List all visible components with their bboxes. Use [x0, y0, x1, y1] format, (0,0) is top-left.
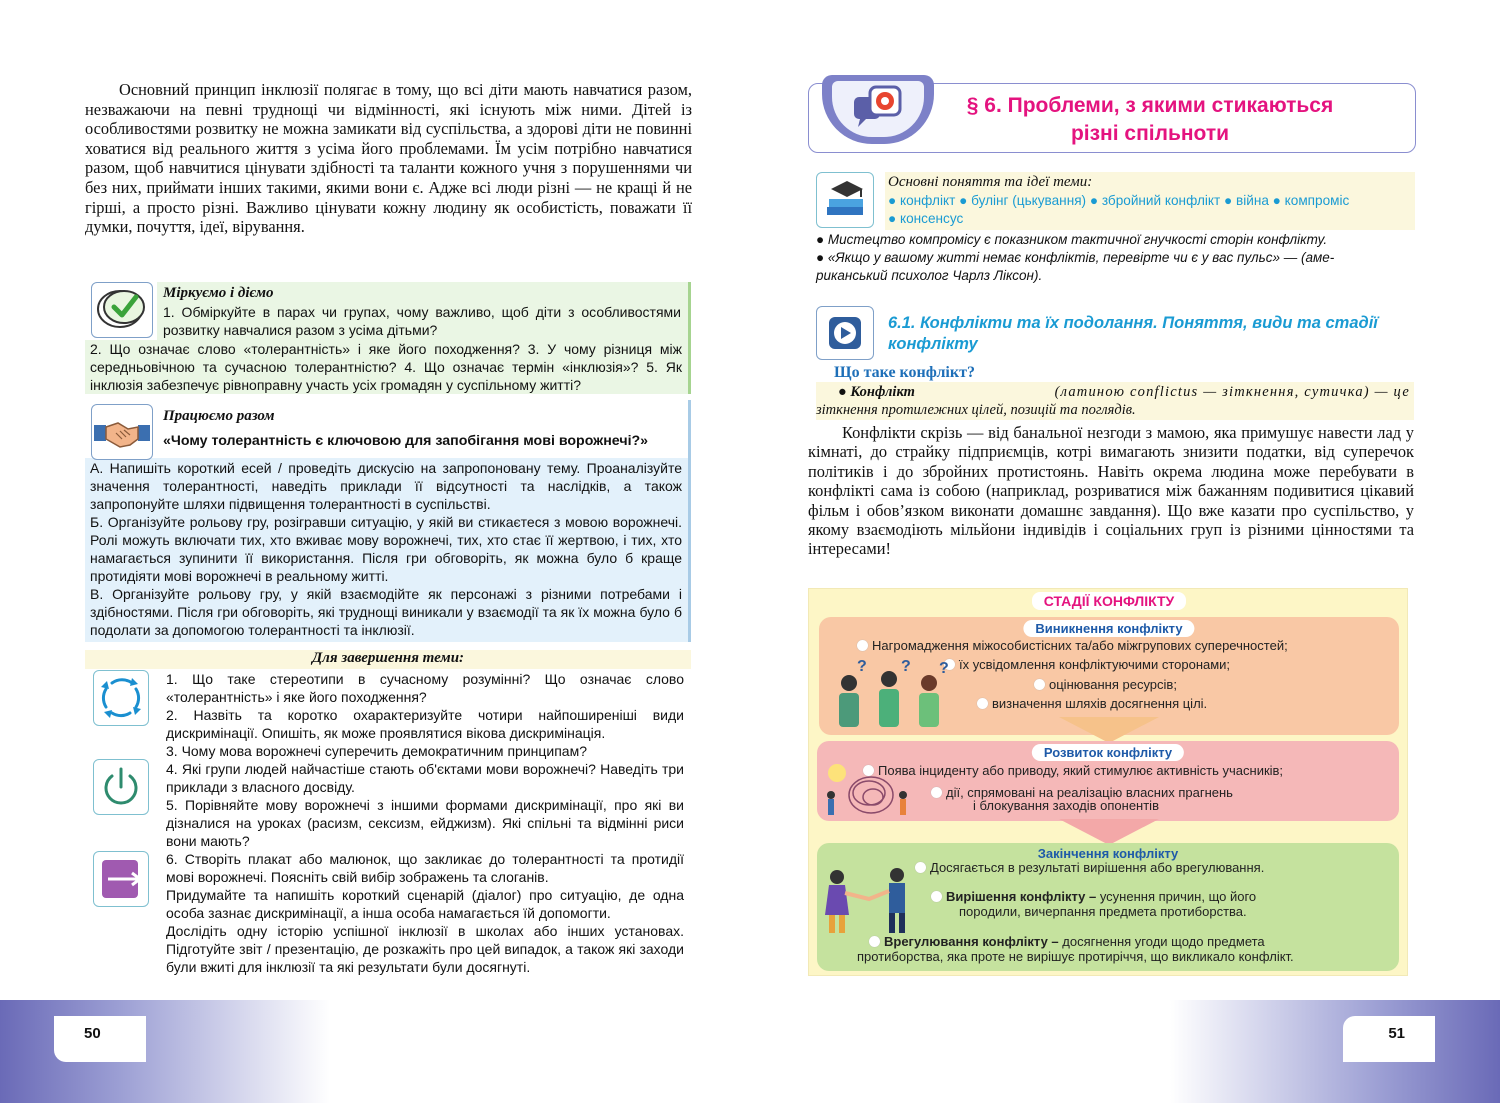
key-concepts-label: Основні поняття та ідеї теми: — [888, 174, 1093, 190]
definition-term: ● Конфлікт — [838, 384, 915, 400]
stage-completion-label: Закінчення конфлікту — [1037, 846, 1179, 861]
power-button-icon — [93, 759, 149, 815]
list-item: 3. Чому мова ворожнечі суперечить демократичним принципам? — [166, 743, 587, 759]
definition-text: зіткнення протилежних цілей, позицій та поглядів. — [816, 402, 1136, 418]
quote-compromise: ● Мистецтво компромісу є показником тактичної гнучкості сторін конфлікту. — [816, 232, 1328, 247]
list-item: 5. Порівняйте мову ворожнечі з іншими формами дискримінації, про які ви дізналися на уроках (расизм, сексизм, ейджизм). Які спільні та відмінні риси вони мають? — [166, 797, 684, 849]
key-concepts-box — [885, 172, 1415, 230]
topic-completion-title: Для завершення теми: — [311, 650, 465, 666]
tangled-thought-illustration — [823, 759, 913, 819]
stage-completion-resolution: Вирішення конфлікту – усунення причин, що його — [931, 889, 1256, 904]
stage-arrow-1 — [1059, 717, 1159, 743]
stage-development-item: і блокування заходів опонентів — [973, 798, 1159, 813]
svg-text:?: ? — [901, 658, 911, 675]
stage-emergence-item: оцінювання ресурсів; — [1034, 677, 1177, 692]
work-together-title: Працюємо разом — [163, 408, 275, 424]
stage-development-item: дії, спрямовані на реалізацію власних прагнень — [931, 785, 1233, 800]
work-together-box — [85, 400, 691, 642]
diagram-title: СТАДІЇ КОНФЛІКТУ — [1032, 592, 1187, 610]
stage-completion-settlement: Врегулювання конфлікту – досягнення угоди щодо предмета — [869, 934, 1265, 949]
stage-completion-settlement-line-2: протиборства, яка проте не вирішує протиріччя, що викликало конфлікт. — [857, 949, 1294, 964]
definition-origin: (латиною conflictus — зіткнення, сутичка) — це — [1054, 384, 1410, 400]
task-c: В. Організуйте рольову гру, у якій взаємодійте як персонажі з різними потребами і здібностями. Після гри обговоріть, які труднощі виникали у взаємодії та як їх можна було б подолати за допомогою толерантності та інклюзії. — [90, 586, 682, 638]
think-and-act-title: Міркуємо і діємо — [163, 285, 274, 301]
think-and-act-questions-2-5: 2. Що означає слово «толерантність» і яке його походження? 3. У чому різниця між середньовічною та сучасною толерантністю? 4. Що означає термін «інклюзія»? 5. Як інклюзія забезпечує рівноправну участь усіх громадян у суспільному житті? — [90, 341, 682, 393]
stage-arrow-2 — [1059, 819, 1159, 845]
chapter-title — [940, 92, 1360, 148]
conflict-paragraph: Конфлікти скрізь — від банальної незгоди з мамою, яка примушує навести лад у кімнаті, до страйку підприємців, котрі вимагають знизити податки, від суперечок політиків і до збройних протистоянь. Навіть окрема людина може перебувати в конфлікті сама із собою (наприклад, розриватися між бажанням подивитися цікавий фільм і обов’язком виконати домашнє завдання). Що вже казати про суспільство, у якому взаємодіють мільйони індивідів і соціальних груп із різними цінностями та інтересами! — [808, 423, 1414, 559]
section-6-1-title: 6.1. Конфлікти та їх подолання. Поняття, види та стадії конфлікту — [888, 314, 1378, 353]
stage-emergence-item: їх усвідомлення конфліктуючими сторонами; — [944, 657, 1230, 672]
task-a: А. Напишіть короткий есей / проведіть дискусію на запропоновану тему. Проаналізуйте значення толерантності, наведіть приклади її відсутності та наслідків, а також запропонуйте шляхи підвищення толерантності в суспільстві. — [90, 460, 682, 512]
stage-completion-resolution-line-2: породили, вичерпання предмета протиборства. — [959, 904, 1247, 919]
list-item: 4. Які групи людей найчастіше стають об'єктами мови ворожнечі? Наведіть три приклади з власного досвіду. — [166, 761, 684, 795]
list-item: 2. Назвіть та коротко охарактеризуйте чотири найпоширеніші види дискримінації. Опишіть, як може проявлятися вікова дискримінація. — [166, 707, 684, 741]
exit-arrow-icon — [93, 851, 149, 907]
quote-pulse-line-1: ● «Якщо у вашому житті немає конфліктів, перевірте чи є у вас пульс» — (аме- — [816, 250, 1335, 265]
think-and-act-box — [85, 282, 691, 394]
topic-completion-list — [166, 670, 684, 976]
intro-paragraph: Основний принцип інклюзії полягає в тому, що всі діти мають навчатися разом, незважаючи на певні труднощі чи відмінності, які існують між ними. Дітей із особливостями розвитку не можна замикати від суспільства, а здорові діти не повинні ховатися від реального життя з усіма його проблемами. Їм усім потрібно навчатися разом, щоб навчитися цінувати здібності та таланти кожного учня з порушеннями чи без них, приймати інших такими, якими вони є. Адже всі люди різні — не кращі й не гірші, а просто різні. Важливо цінувати кожну людину як особистість, поважати її думки, почуття, ідеї, вірування. — [85, 80, 692, 237]
stage-emergence-label: Виникнення конфлікту — [1023, 620, 1194, 637]
conflict-stages-diagram — [808, 588, 1408, 976]
stage-emergence-item: Нагромадження міжособистісних та/або міжгрупових суперечностей; — [857, 638, 1288, 653]
stage-completion-item: Досягається в результаті вирішення або врегулювання. — [915, 860, 1264, 875]
chapter-title-line-1: § 6. Проблеми, з якими стикаються — [966, 94, 1334, 117]
topic-completion-header — [85, 650, 691, 669]
stage-completion — [817, 843, 1399, 971]
svg-text:?: ? — [939, 660, 949, 677]
list-item: 1. Що таке стереотипи в сучасному розумінні? Що означає слово «толерантність» і яке його походження? — [166, 671, 684, 705]
page-number-left: 50 — [54, 1016, 146, 1062]
list-item: Дослідіть одну історію успішної інклюзії в школах або інших установах. Підготуйте звіт / презентацію, де розкажіть про цей випадок, а також які заходи були вжиті для інклюзії та які результати були досягнуті. — [166, 923, 684, 975]
chapter-title-line-2: різні спільноти — [1070, 122, 1230, 145]
books-graduation-icon — [816, 172, 874, 228]
definition-box — [816, 382, 1414, 420]
speech-bubbles-icon — [850, 83, 908, 133]
stage-emergence-item: визначення шляхів досягнення цілі. — [977, 696, 1207, 711]
confused-people-illustration — [827, 657, 967, 731]
task-b: Б. Організуйте рольову гру, розігравши ситуацію, у якій ви стикаєтеся з мовою ворожнечі. Ролі можуть включати тих, хто вживає мову ворожнечі, тих, хто стає її жертвою, і тих, хто намагається зупинити її використання. Після гри обговоріть, як можна було б краще протидіяти мові ворожнечі в реальному житті. — [90, 514, 682, 584]
key-concepts-line-2: ● консенсус — [888, 211, 964, 226]
work-together-question: «Чому толерантність є ключовою для запобігання мові ворожнечі?» — [163, 433, 649, 449]
page-number-right: 51 — [1343, 1016, 1435, 1062]
list-item: Придумайте та напишіть короткий сценарій (діалог) про ситуацію, де одна особа зазнає дискримінації, а інша особа намагається їй допомогти. — [166, 887, 684, 921]
stage-development — [817, 741, 1399, 821]
stage-development-label: Розвиток конфлікту — [1032, 744, 1184, 761]
quote-pulse-line-2: риканський психолог Чарлз Ліксон). — [816, 268, 1043, 283]
key-concepts-line-1: ● конфлікт ● булінг (цькування) ● збройний конфлікт ● війна ● компроміс — [888, 193, 1350, 208]
page-footer — [0, 1000, 1500, 1103]
list-item: 6. Створіть плакат або малюнок, що закликає до толерантності та протидії мові ворожнечі. Поясніть свій вибір зображень та слоганів. — [166, 851, 684, 885]
svg-text:?: ? — [857, 658, 867, 675]
checkmark-chat-icon — [91, 282, 153, 338]
question-heading: Що таке конфлікт? — [834, 364, 975, 381]
cycle-arrows-icon — [93, 670, 149, 726]
stage-development-item: Поява інциденту або приводу, який стимулює активність учасників; — [863, 763, 1283, 778]
play-video-icon — [816, 306, 874, 360]
handshake-icon — [91, 404, 153, 460]
think-and-act-question-1: 1. Обміркуйте в парах чи групах, чому важливо, щоб діти з особливостями розвитку навчалися разом з усіма дітьми? — [163, 304, 681, 338]
handshake-people-illustration — [819, 865, 919, 935]
